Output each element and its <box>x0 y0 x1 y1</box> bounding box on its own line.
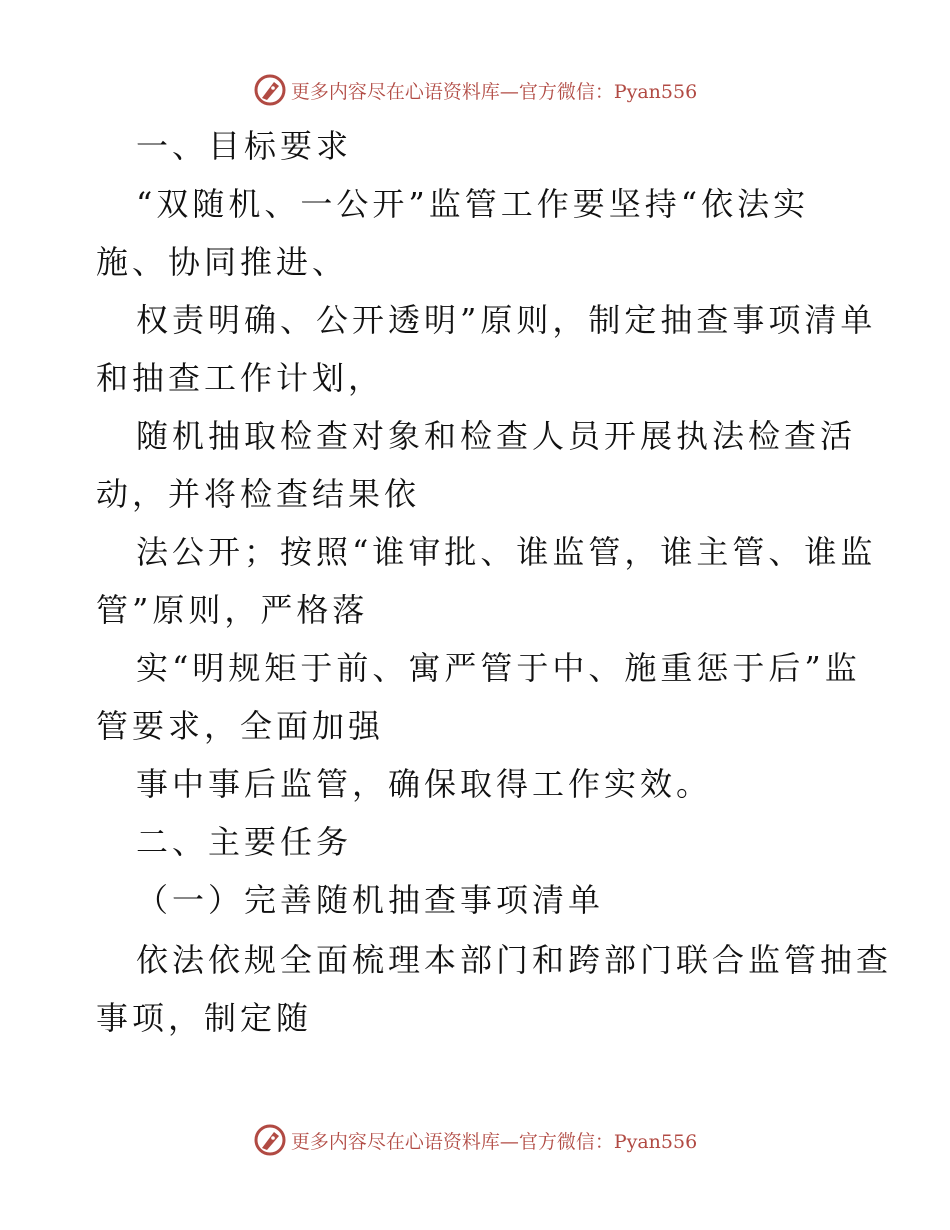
paragraph-line: 动，并将检查结果依 <box>96 475 421 513</box>
section-heading: 一、目标要求 <box>136 127 353 165</box>
paragraph-line: 事中事后监管，确保取得工作实效。 <box>136 765 713 803</box>
watermark-text: 更多内容尽在心语资料库—官方微信：Pyan556 <box>290 1130 698 1153</box>
pen-nib-logo-icon <box>253 1123 287 1157</box>
section-heading: 二、主要任务 <box>136 823 353 861</box>
footer-watermark <box>0 1120 950 1160</box>
paragraph-line: “双随机、一公开”监管工作要坚持“依法实 <box>136 185 810 223</box>
paragraph-line: 和抽查工作计划， <box>96 359 385 397</box>
paragraph-line: 管要求，全面加强 <box>96 707 385 745</box>
paragraph-line: 法公开；按照“谁审批、谁监管，谁主管、谁监 <box>136 533 877 571</box>
watermark-text: 更多内容尽在心语资料库—官方微信：Pyan556 <box>290 80 698 103</box>
header-watermark <box>0 70 950 110</box>
paragraph-line: 随机抽取检查对象和检查人员开展执法检查活 <box>136 417 857 455</box>
paragraph-line: 权责明确、公开透明”原则，制定抽查事项清单 <box>136 301 877 339</box>
paragraph-line: 实“明规矩于前、寓严管于中、施重惩于后”监 <box>136 649 861 687</box>
pen-nib-logo-icon <box>253 73 287 107</box>
paragraph-line: 施、协同推进、 <box>96 243 349 281</box>
paragraph-line: 管”原则，严格落 <box>96 591 369 629</box>
paragraph-line: 事项，制定随 <box>96 999 313 1037</box>
paragraph-line: 依法依规全面梳理本部门和跨部门联合监管抽查 <box>136 941 893 979</box>
subsection-heading: （一）完善随机抽查事项清单 <box>136 881 605 919</box>
